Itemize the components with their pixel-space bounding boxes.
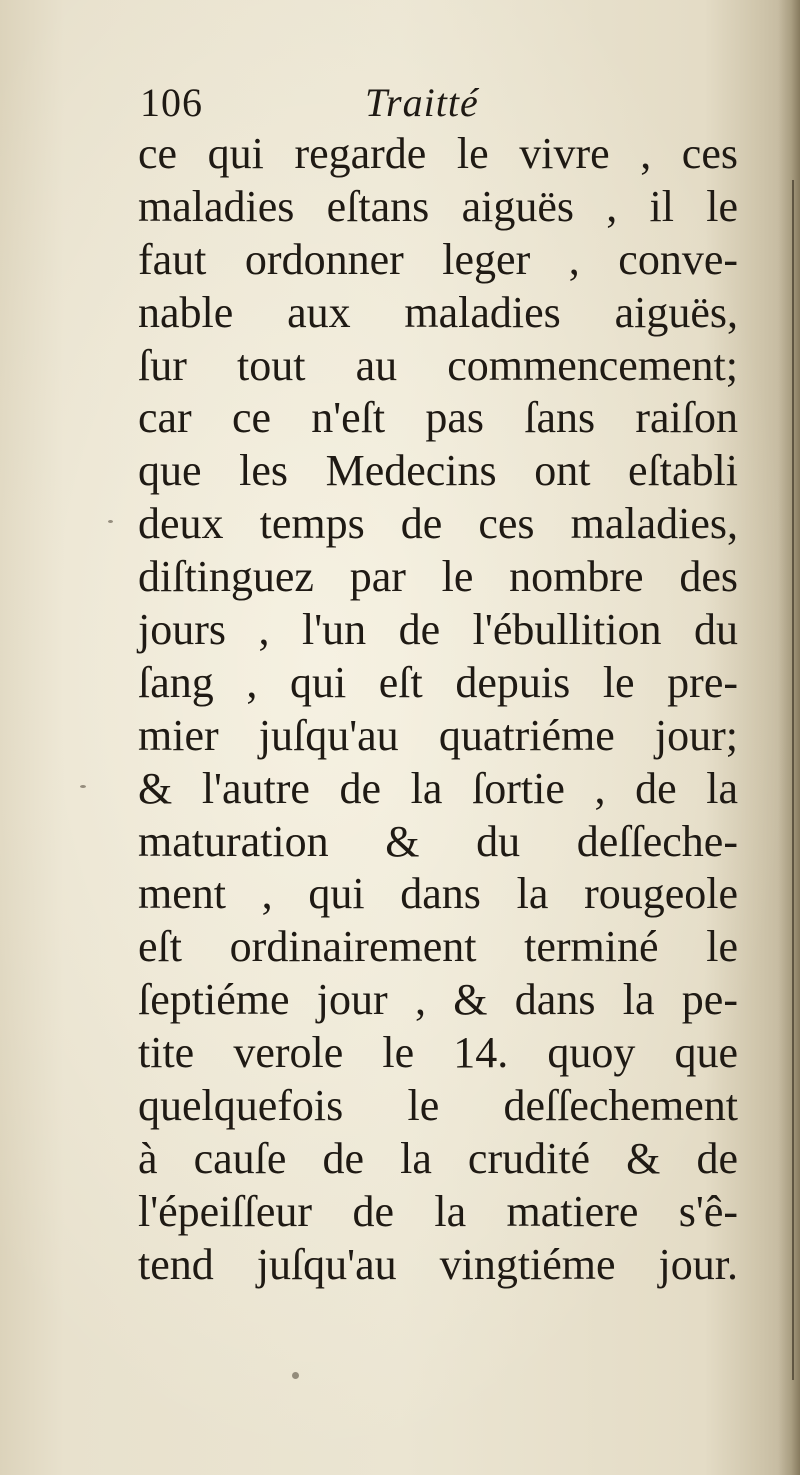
text-line: tite verole le 14. quoy que [138, 1028, 738, 1078]
text-line: car ce n'eſt pas ſans raiſon [138, 393, 738, 443]
ink-speck [292, 1372, 299, 1379]
text-line: & l'autre de la ſortie , de la [138, 763, 738, 813]
text-line: ſeptiéme jour , & dans la pe- [138, 975, 738, 1025]
page-number: 106 [140, 80, 203, 125]
text-line: ſang , qui eſt depuis le pre- [138, 657, 738, 707]
text-line: à cauſe de la crudité & de [138, 1133, 738, 1183]
text-line: nable aux maladies aiguës, [138, 287, 738, 337]
running-title: Traitté [365, 80, 479, 125]
text-line: ce qui regarde le vivre , ces [138, 129, 738, 178]
text-line: maladies eſtans aiguës , il le [138, 181, 738, 231]
ink-speck [108, 520, 113, 523]
page-edge-line [792, 180, 794, 1380]
text-line: eſt ordinairement terminé le [138, 922, 738, 972]
page-edge-shadow [778, 0, 800, 1475]
body-text [138, 128, 738, 1292]
text-line: jours , l'un de l'ébullition du [138, 605, 738, 655]
text-line: deux temps de ces maladies, [138, 499, 738, 549]
ink-speck [80, 785, 86, 788]
text-line: ment , qui dans la rougeole [138, 869, 738, 919]
text-line: quelquefois le deſſechement [138, 1081, 738, 1131]
text-line: maturation & du deſſeche- [138, 816, 738, 866]
text-line: l'épeiſſeur de la matiere s'ê- [138, 1186, 738, 1236]
text-line: tend juſqu'au vingtiéme jour. [138, 1239, 738, 1289]
text-line: mier juſqu'au quatriéme jour; [138, 710, 738, 760]
text-line: que les Medecins ont eſtabli [138, 446, 738, 496]
text-line: diſtinguez par le nombre des [138, 552, 738, 602]
text-line: faut ordonner leger , conve- [138, 234, 738, 284]
text-line: ſur tout au commencement; [138, 340, 738, 390]
